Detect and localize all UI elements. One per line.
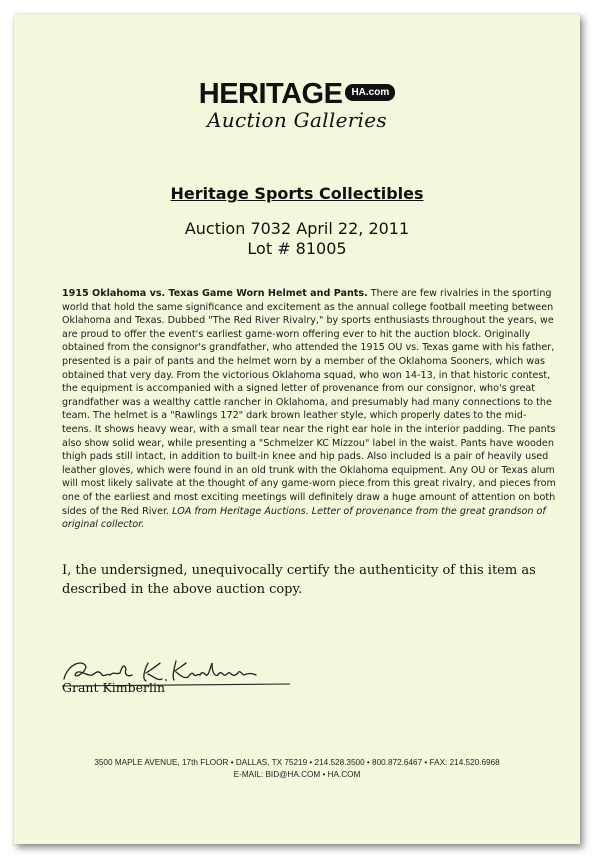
footer-address: 3500 MAPLE AVENUE, 17th FLOOR • DALLAS, TX 75219 • 214.528.3500 • 800.872.6467 • FAX: 214.520.6968 [94, 758, 500, 767]
document-heading: Heritage Sports Collectibles [170, 184, 424, 203]
description-loa: LOA from Heritage Auctions. Letter of provenance from the great grandson of original collector. [62, 505, 546, 531]
description-lead: 1915 Oklahoma vs. Texas Game Worn Helmet and Pants. [62, 288, 368, 299]
signer-name: Grant Kimberlin [62, 680, 166, 695]
logo-tagline: Auction Galleries [207, 108, 387, 132]
certification-statement: I, the undersigned, unequivocally certify the authenticity of this item as described in the above auction copy. [62, 563, 536, 597]
lot-description [62, 287, 556, 532]
logo-badge: HA.com [345, 84, 395, 101]
lot-number: Lot # 81005 [247, 239, 347, 258]
logo-wordmark [199, 80, 396, 109]
logo-brand: HERITAGE [198, 78, 343, 110]
contact-footer [14, 757, 580, 781]
certificate-page [14, 14, 580, 844]
auction-info: Auction 7032 April 22, 2011 [184, 219, 410, 238]
heritage-logo [14, 80, 580, 132]
description-body: There are few rivalries in the sporting world that hold the same significance and excitement as the annual college football meeting between Oklahoma and Texas. Dubbed "The Red River Rivalry," by sports enthusiasts throughout the years, we are proud to offer the event's earliest game-worn offering ever to hit the auction block. Originally obtained from the consignor's grandfather, who attended the 1915 OU vs. Texas game with his father, presented is a pair of pants and the helmet worn by a member of the Oklahoma Sooners, which was obtained that very day. From the victorious Oklahoma squad, who won 14-13, in that historic contest, the equipment is accompanied with a signed letter of provenance from our consignor, who's great grandfather was a wealthy cattle rancher in Oklahoma, and presumably had many connections to the team. The helmet is a "Rawlings 172" dark brown leather style, which properly dates to the mid-teens. It shows heavy wear, with a small tear near the right ear hole in the interior padding. The pants also show solid wear, while presenting a "Schmelzer KC Mizzou" label in the waist. Pants have wooden thigh pads still intact, in addition to built-in knee and hip pads. Also included is a pair of heavily used leather gloves, which were found in an old trunk with the Oklahoma equipment. Any OU or Texas alum will most likely salivate at the thought of any game-worn piece from this great rivalry, and pieces from one of the earliest and most exciting meetings will definitely draw a huge amount of attention on both sides of the Red River. [62, 288, 556, 517]
footer-email: E-MAIL: BID@HA.COM • HA.COM [233, 770, 361, 779]
